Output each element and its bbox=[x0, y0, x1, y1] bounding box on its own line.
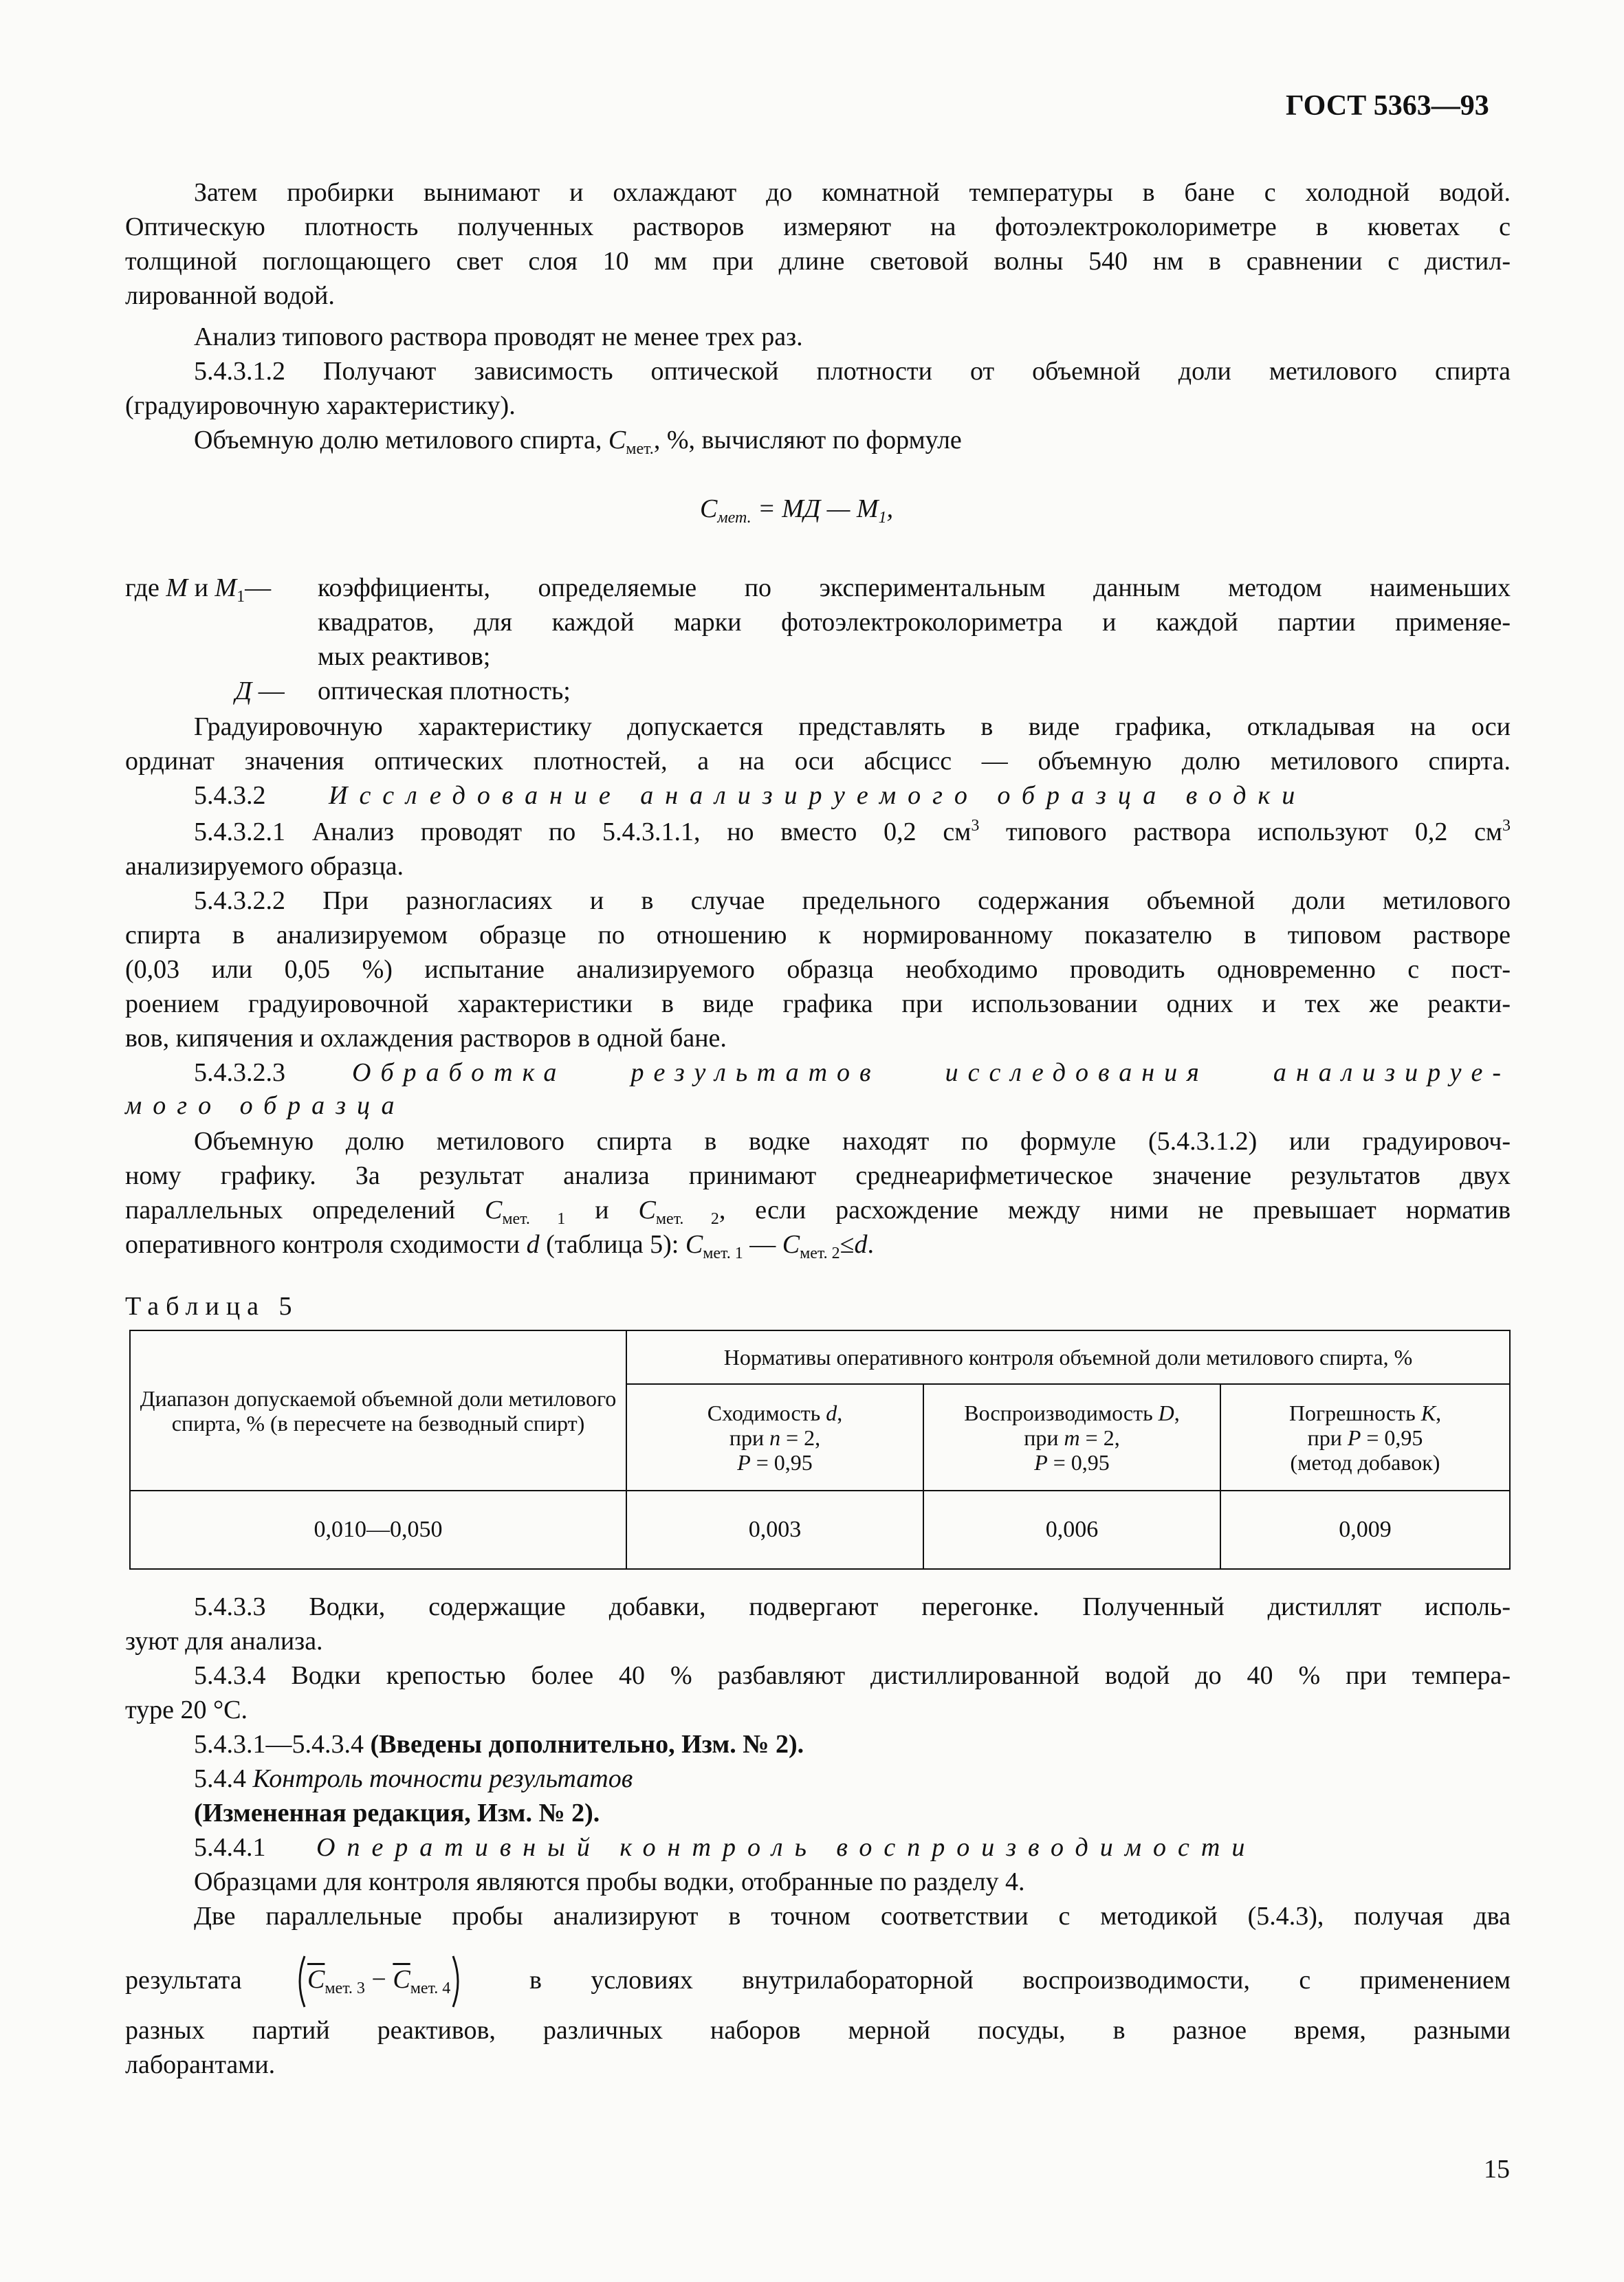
section-5-4-4-1-title: Оперативный контроль воспроизводимости bbox=[316, 1833, 1257, 1862]
body-text-line: ординат значения оптических плотностей, а на оси абсцисс — объемную долю метилового спирта. bbox=[125, 747, 1511, 776]
table-header-norms: Нормативы оперативного контроля объемной доли метилового спирта, % bbox=[626, 1330, 1510, 1384]
section-5-4-3-2-1: 5.4.3.2.1 Анализ проводят по 5.4.3.1.1, но вместо 0,2 $см^3$ типового раствора используют 0,2 $см^3$ bbox=[194, 817, 1511, 846]
body-text-line: разных партий реактивов, различных наборов мерной посуды, в разное время, разными bbox=[125, 2016, 1511, 2045]
page-number: 15 bbox=[1484, 2155, 1510, 2184]
table-row bbox=[130, 1491, 1510, 1569]
body-text-line: Объемную долю метилового спирта в водке находят по формуле (5.4.3.1.2) или градуировоч- bbox=[194, 1127, 1511, 1156]
optical-density-definition: оптическая плотность; bbox=[318, 677, 571, 705]
body-text-line: параллельных определений $С_{мет. 1}$ и $С_{мет. 2}$, если расхождение между ними не превышает норматив bbox=[125, 1196, 1511, 1228]
body-text-line: спирта в анализируемом образце по отношению к нормированному показателю в типовом растворе bbox=[125, 921, 1511, 950]
coefficient-definition: коэффициенты, определяемые по экспериментальным данным методом наименьших bbox=[318, 573, 1511, 602]
body-text-line: Объемную долю метилового спирта, $С_{мет.}$, %, вычисляют по формуле bbox=[194, 426, 962, 458]
table-cell-repeatability: 0,003 bbox=[626, 1491, 923, 1569]
section-5-4-4: 5.4.4 Контроль точности результатов bbox=[194, 1764, 633, 1793]
right-paren-icon bbox=[450, 1953, 465, 2010]
left-paren-icon bbox=[292, 1953, 307, 2010]
section-5-4-3-4: 5.4.3.4 Водки крепостью более 40 % разбавляют дистиллированной водой до 40 % при темпера- bbox=[194, 1661, 1511, 1690]
section-5-4-3-1-2: 5.4.3.1.2 Получают зависимость оптической плотности от объемной доли метилового спирта bbox=[194, 357, 1511, 386]
table-5 bbox=[129, 1330, 1511, 1570]
body-text-line: зуют для анализа. bbox=[125, 1627, 323, 1656]
body-text-line: Затем пробирки вынимают и охлаждают до комнатной температуры в бане с холодной водой. bbox=[194, 178, 1511, 207]
body-text-line: (0,03 или 0,05 %) испытание анализируемого образца необходимо проводить одновременно с пост- bbox=[125, 955, 1511, 984]
document-standard-number: ГОСТ 5363—93 bbox=[1286, 90, 1489, 122]
table-cell-reproducibility: 0,006 bbox=[923, 1491, 1220, 1569]
body-text-line: роением градуировочной характеристики в виде графика при использовании одних и тех же реакти- bbox=[125, 989, 1511, 1018]
body-text-line: толщиной поглощающего свет слоя 10 мм при длине световой волны 540 нм в сравнении с дистил- bbox=[125, 247, 1511, 276]
table-header-repeatability: Сходимость d, при n = 2, P = 0,95 bbox=[626, 1384, 923, 1491]
body-text-line: (градуировочную характеристику). bbox=[125, 391, 516, 420]
section-5-4-3-3: 5.4.3.3 Водки, содержащие добавки, подвергают перегонке. Полученный дистиллят исполь- bbox=[194, 1592, 1511, 1621]
section-5-4-3-2-3-title: Обработка результатов исследования анализируе- bbox=[352, 1058, 1511, 1087]
coefficient-definition: мых реактивов; bbox=[318, 642, 491, 671]
section-5-4-3-2-3-number: 5.4.3.2.3 bbox=[194, 1058, 285, 1087]
where-label: где М и $М_1—$ bbox=[125, 573, 272, 606]
section-5-4-4-1-number: 5.4.4.1 bbox=[194, 1833, 266, 1862]
body-text-line: Оптическую плотность полученных растворов измеряют на фотоэлектроколориметре в кюветах с bbox=[125, 212, 1511, 241]
table-header-error: Погрешность K, при P = 0,95 (метод добавок) bbox=[1220, 1384, 1510, 1491]
amendment-note: 5.4.3.1—5.4.3.4 (Введены дополнительно, Изм. № 2). bbox=[194, 1730, 804, 1759]
table-caption: Таблица 5 bbox=[125, 1292, 299, 1321]
table-cell-error: 0,009 bbox=[1220, 1491, 1510, 1569]
body-text-line: лированной водой. bbox=[125, 281, 335, 310]
body-text-line: в условиях внутрилабораторной воспроизводимости, с применением bbox=[529, 1966, 1511, 1995]
coefficient-definition: квадратов, для каждой марки фотоэлектроколориметра и каждой партии применяе- bbox=[318, 608, 1511, 637]
section-5-4-3-2-title: Исследование анализируемого образца водки bbox=[329, 781, 1307, 810]
body-text-line: лаборантами. bbox=[125, 2050, 276, 2079]
body-text-line: Две параллельные пробы анализируют в точном соответствии с методикой (5.4.3), получая два bbox=[194, 1902, 1511, 1931]
body-text-line: ному графику. За результат анализа принимают среднеарифметическое значение результатов двух bbox=[125, 1161, 1511, 1190]
body-text-line: результата bbox=[125, 1966, 242, 1995]
body-text-line: анализируемого образца. bbox=[125, 852, 404, 881]
section-5-4-3-2-2: 5.4.3.2.2 При разногласиях и в случае предельного содержания объемной доли метилового bbox=[194, 886, 1511, 915]
body-text-line: Анализ типового раствора проводят не менее трех раз. bbox=[194, 322, 803, 351]
table-cell-range: 0,010—0,050 bbox=[130, 1491, 626, 1569]
amendment-note: (Измененная редакция, Изм. № 2). bbox=[194, 1799, 600, 1828]
section-5-4-3-2-number: 5.4.3.2 bbox=[194, 781, 266, 810]
body-text-line: Градуировочную характеристику допускается представлять в виде графика, откладывая на оси bbox=[194, 712, 1511, 741]
section-5-4-3-2-3-title: мого образца bbox=[125, 1091, 406, 1120]
body-text-line: оперативного контроля сходимости d (таблица 5): $С_{мет. 1}$ — $С_{мет. 2}\le d$. bbox=[125, 1230, 874, 1262]
results-pair-expression: $С_{мет. 3} - С_{мет. 4}$ bbox=[292, 1951, 465, 2008]
body-text-line: вов, кипячения и охлаждения растворов в одной бане. bbox=[125, 1024, 727, 1053]
body-text-line: туре 20 °С. bbox=[125, 1696, 248, 1724]
table-header-range: Диапазон допускаемой объемной доли метилового спирта, % (в пересчете на безводный спирт) bbox=[130, 1330, 626, 1491]
table-header-reproducibility: Воспроизводимость D, при m = 2, P = 0,95 bbox=[923, 1384, 1220, 1491]
body-text-line: Образцами для контроля являются пробы водки, отобранные по разделу 4. bbox=[194, 1867, 1025, 1896]
formula-methanol: $С_{мет.}$ = МД — $М_1$, bbox=[700, 494, 894, 527]
optical-density-symbol: Д — bbox=[235, 677, 285, 705]
